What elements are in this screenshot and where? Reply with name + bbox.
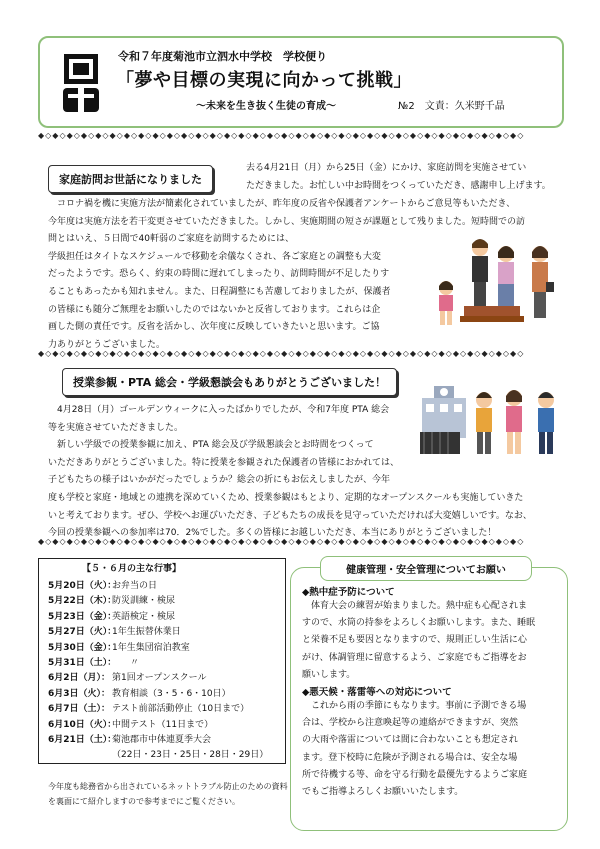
text-line: コロナ禍を機に実施方法が簡素化されていましたが、昨年度の反省や保護者アンケートからご意見等もいただき、 <box>48 199 516 209</box>
event-text: お弁当の日 <box>112 581 158 591</box>
event-text: 1年生集団宿泊教室 <box>112 642 190 653</box>
event-date: 6月7日（土）： <box>48 704 111 715</box>
event-text: 防災訓練・検尿 <box>112 596 176 607</box>
event-text: 英語検定・検尿 <box>112 611 176 622</box>
diamond-divider: ◆◇◆◇◆◇◆◇◆◇◆◇◆◇◆◇◆◇◆◇◆◇◆◇◆◇◆◇◆◇◆◇◆◇◆◇◆◇◆◇◆◇◆◇◆◇◆◇◆◇◆◇◆◇◆◇◆◇◆◇◆◇◆◇◆◇◆◇ <box>38 131 525 140</box>
text-line: 今年度は実施方法を若干変更させていただきました。しかし、実施期間の短さが課題として残りました。短時間での訪 <box>48 216 526 227</box>
event-date: 5月27日（火）： <box>48 627 117 638</box>
text-line: 学級担任はタイトなスケジュールで移動を余儀なくされ、各ご家庭との調整も大変 <box>48 251 381 262</box>
event-text: （22日・23日・25日・28日・29日） <box>112 750 269 761</box>
event-date: 5月31日（土）： <box>48 658 117 668</box>
event-date: 5月20日（火）： <box>48 581 117 591</box>
event-text: 中間テスト（11日まで） <box>112 719 214 730</box>
event-date: 6月21日（土）： <box>48 735 117 745</box>
event-text: テスト前部活動停止（10日まで） <box>112 704 250 715</box>
event-text: 〃 <box>112 658 140 668</box>
home-visit-intro <box>246 160 576 195</box>
text-line: ます。登下校時に危険が予測される場合は、安全な場 <box>302 752 518 763</box>
event-text: 菊池郡市中体連夏季大会 <box>112 735 212 745</box>
students-illustration <box>420 376 566 466</box>
event-date: 5月22日（木）： <box>48 596 117 607</box>
section-heading-open-class: 授業参観・PTA 総会・学級懇談会もありがとうございました！ <box>62 368 397 396</box>
text-line: 度も学校と家庭・地域との連携を深めていくため、授業参観はもとより、定期的なオープンスクールも実施していきた <box>48 492 524 503</box>
event-date: 5月30日（金）： <box>48 642 117 653</box>
text-line: 力ありがとうございました。 <box>48 339 166 350</box>
event-text: 第1回オープンスクール <box>112 673 207 684</box>
text-line: 合は、学校から注意喚起等の連絡ができますが、突然 <box>302 718 519 729</box>
text-line: 等を実施させていただきました。 <box>48 422 184 433</box>
text-line: 画した側の責任です。反省を活かし、次年度に反映していきたいと思います。ご協 <box>48 322 380 333</box>
health-safety-title: 健康管理・安全管理についてお願い <box>320 556 532 581</box>
text-line: 子どもたちの様子はいかがだったでしょうか？総会の折にもお伝えしましたが、今年 <box>48 475 391 486</box>
school-newsletter-label: 令和７年度菊池市立泗水中学校 学校便り <box>118 50 327 63</box>
text-line: 新しい学級での授業参観に加え、PTA 総会及び学級懇談会とお時間をつくって <box>48 440 374 451</box>
event-date: 6月10日（火）： <box>48 719 117 730</box>
text-line: ることもあったかも知れません。また、日程調整にも苦慮しておりましたが、保護者 <box>48 286 391 297</box>
heatstroke-heading: ◆熱中症予防について <box>302 587 395 598</box>
text-line: いと考えております。ぜひ、学校へお運びいただき、子どもたちの成長を見守っていただければ大変嬉しいです。なお、 <box>48 510 532 521</box>
health-safety-content <box>302 584 564 801</box>
event-date: 6月3日（火）： <box>48 688 111 699</box>
events-title: 【５・６月の主な行事】 <box>82 564 182 574</box>
text-line: の皆様にも随分ご無理をお願いしたのではないかと反省しております。これらは企 <box>48 304 381 315</box>
text-line: 4月28日（月）ゴールデンウィークに入ったばかりでしたが、令和7年度 PTA 総会 <box>48 405 390 415</box>
school-emblem-icon <box>60 52 102 114</box>
text-line: がけ、体調管理に留意するよう、ご家庭でもご指導をお <box>302 652 527 663</box>
bad-weather-heading: ◆悪天候・落雷等への対応について <box>302 687 452 699</box>
event-date: 6月2日（月）： <box>48 673 111 684</box>
page-title: 「夢や目標の実現に向かって挑戦」 <box>116 70 412 91</box>
text-line: これから雨の季節にもなります。事前に予測できる場 <box>302 701 527 712</box>
text-line: 問とはいえ、５日間で40軒弱のご家庭を訪問するためには、 <box>48 234 294 245</box>
section-heading-home-visit: 家庭訪問お世話になりました <box>48 165 213 193</box>
diamond-divider: ◆◇◆◇◆◇◆◇◆◇◆◇◆◇◆◇◆◇◆◇◆◇◆◇◆◇◆◇◆◇◆◇◆◇◆◇◆◇◆◇◆◇◆◇◆◇◆◇◆◇◆◇◆◇◆◇◆◇◆◇◆◇◆◇◆◇◆◇ <box>38 537 525 546</box>
bad-weather-text <box>302 698 564 801</box>
event-text: 1年生振替休業日 <box>112 627 181 638</box>
issue-number: №2 文責：久米野千晶 <box>398 101 505 112</box>
footer-note: 今年度も総務省から出されているネットトラブル防止のための資料を裏面にて紹介しますので参考までにご覧ください。 <box>48 782 288 806</box>
text-line: 今回の授業参観への参加率は70．2%でした。多くの皆様にお越しいただき、本当にありがとうございました！ <box>48 528 497 539</box>
text-line: でもご指導よろしくお願いいたします。 <box>302 787 464 798</box>
text-line: すので、水筒の持参をよろしくお願いします。また、睡眠 <box>302 618 536 629</box>
text-line: の大雨や落雷については間に合わないことも想定され <box>302 735 518 746</box>
event-date: 5月23日（金）： <box>48 611 117 622</box>
home-visit-illustration <box>430 232 560 342</box>
text-line: ただきました。お忙しい中お時間をつくっていただき、感謝申し上げます。 <box>246 180 551 191</box>
text-line: 去る4月21日（月）から25日（金）にかけ、家庭訪問を実施させてい <box>246 163 527 173</box>
text-line: 所で待機する等、命を守る行動を最優先するようご家庭 <box>302 769 528 780</box>
text-line: と栄養不足も要因となりますので、規則正しい生活に心 <box>302 635 527 646</box>
event-text: 教育相談（3・5・6・10日） <box>112 688 231 699</box>
text-line: 願いします。 <box>302 669 356 680</box>
text-line: だったようです。恐らく、約束の時間に遅れてしまったり、訪問時間が不足したりす <box>48 269 390 280</box>
heatstroke-text <box>302 598 564 684</box>
page-subtitle: ～未来を生き抜く生徒の育成～ <box>196 101 336 112</box>
text-line: 体育大会の練習が始まりました。熱中症も心配されま <box>302 601 528 611</box>
diamond-divider: ◆◇◆◇◆◇◆◇◆◇◆◇◆◇◆◇◆◇◆◇◆◇◆◇◆◇◆◇◆◇◆◇◆◇◆◇◆◇◆◇◆◇◆◇◆◇◆◇◆◇◆◇◆◇◆◇◆◇◆◇◆◇◆◇◆◇◆◇ <box>38 349 525 358</box>
text-line: いただきありがとうございました。特に授業を参観された保護者の皆様におかれては、 <box>48 457 400 468</box>
